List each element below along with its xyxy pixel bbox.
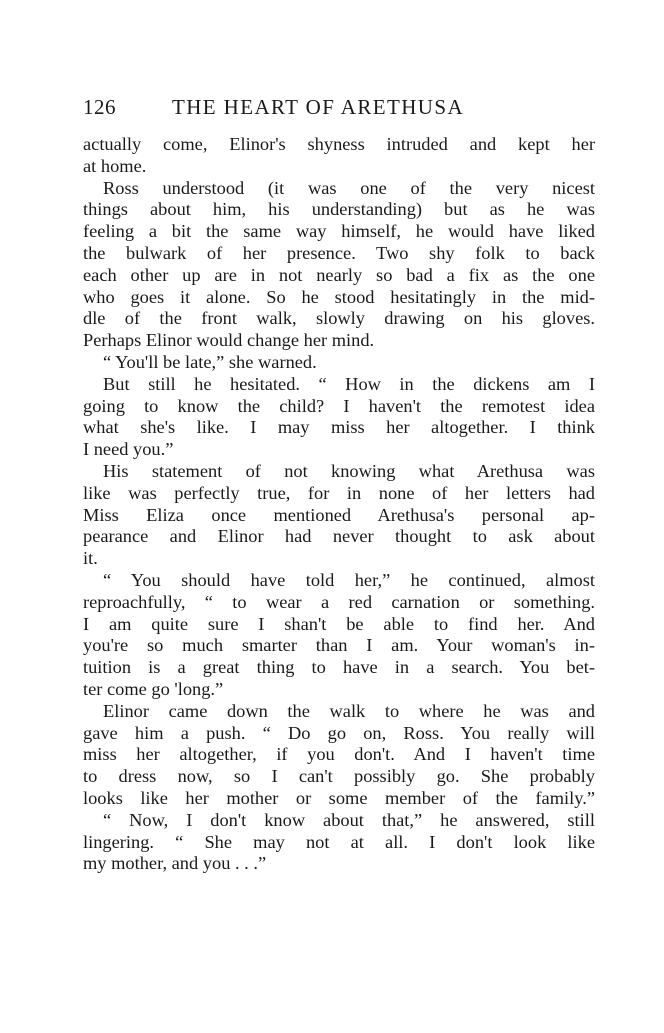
text-line: actually come, Elinor's shyness intruded and kept her xyxy=(83,134,595,154)
text-line: pearance and Elinor had never thought to ask about xyxy=(83,526,595,547)
text-line: “ Now, I don't know about that,” he answered, still xyxy=(103,809,595,830)
text-line: it. xyxy=(83,548,98,569)
text-line: at home. xyxy=(83,155,147,176)
text-line: things about him, his understanding) but as he was xyxy=(83,199,595,220)
body-text xyxy=(83,134,595,875)
text-line: feeling a bit the same way himself, he would have liked xyxy=(83,221,595,242)
text-line: who goes it alone. So he stood hesitatingly in the mid- xyxy=(83,286,595,307)
text-line: I need you.” xyxy=(83,439,174,460)
text-line: my mother, and you . . .” xyxy=(83,853,267,874)
page-header xyxy=(83,95,603,121)
text-line: to dress now, so I can't possibly go. She probably xyxy=(83,766,595,787)
text-line: “ You'll be late,” she warned. xyxy=(103,351,317,372)
page-number: 126 xyxy=(83,95,116,119)
text-line: you're so much smarter than I am. Your woman's in- xyxy=(83,635,595,656)
text-line: the bulwark of her presence. Two shy folk to back xyxy=(83,242,595,263)
text-line: reproachfully, “ to wear a red carnation or something. xyxy=(83,591,595,612)
text-line: gave him a push. “ Do go on, Ross. You really will xyxy=(83,722,595,743)
text-line: going to know the child? I haven't the remotest idea xyxy=(83,395,595,416)
text-line: looks like her mother or some member of the family.” xyxy=(83,787,595,808)
text-line: miss her altogether, if you don't. And I haven't time xyxy=(83,744,595,765)
text-line: Elinor came down the walk to where he was and xyxy=(103,700,595,721)
text-line: Perhaps Elinor would change her mind. xyxy=(83,330,375,351)
text-line: Ross understood (it was one of the very nicest xyxy=(103,177,595,198)
text-line: lingering. “ She may not at all. I don't look like xyxy=(83,831,595,852)
text-line: like was perfectly true, for in none of her letters had xyxy=(83,482,595,503)
running-title: THE HEART OF ARETHUSA xyxy=(172,95,465,119)
text-line: His statement of not knowing what Arethusa was xyxy=(103,460,595,481)
text-line: what she's like. I may miss her altogether. I think xyxy=(83,417,595,438)
text-line: “ You should have told her,” he continued, almost xyxy=(103,569,595,590)
text-line: dle of the front walk, slowly drawing on his gloves. xyxy=(83,308,595,329)
text-line: Miss Eliza once mentioned Arethusa's personal ap- xyxy=(83,504,595,525)
text-line: tuition is a great thing to have in a search. You bet- xyxy=(83,657,595,678)
text-line: ter come go 'long.” xyxy=(83,678,224,699)
text-line: I am quite sure I shan't be able to find her. And xyxy=(83,613,595,634)
text-line: each other up are in not nearly so bad a fix as the one xyxy=(83,264,595,285)
text-line: But still he hesitated. “ How in the dickens am I xyxy=(103,373,595,394)
